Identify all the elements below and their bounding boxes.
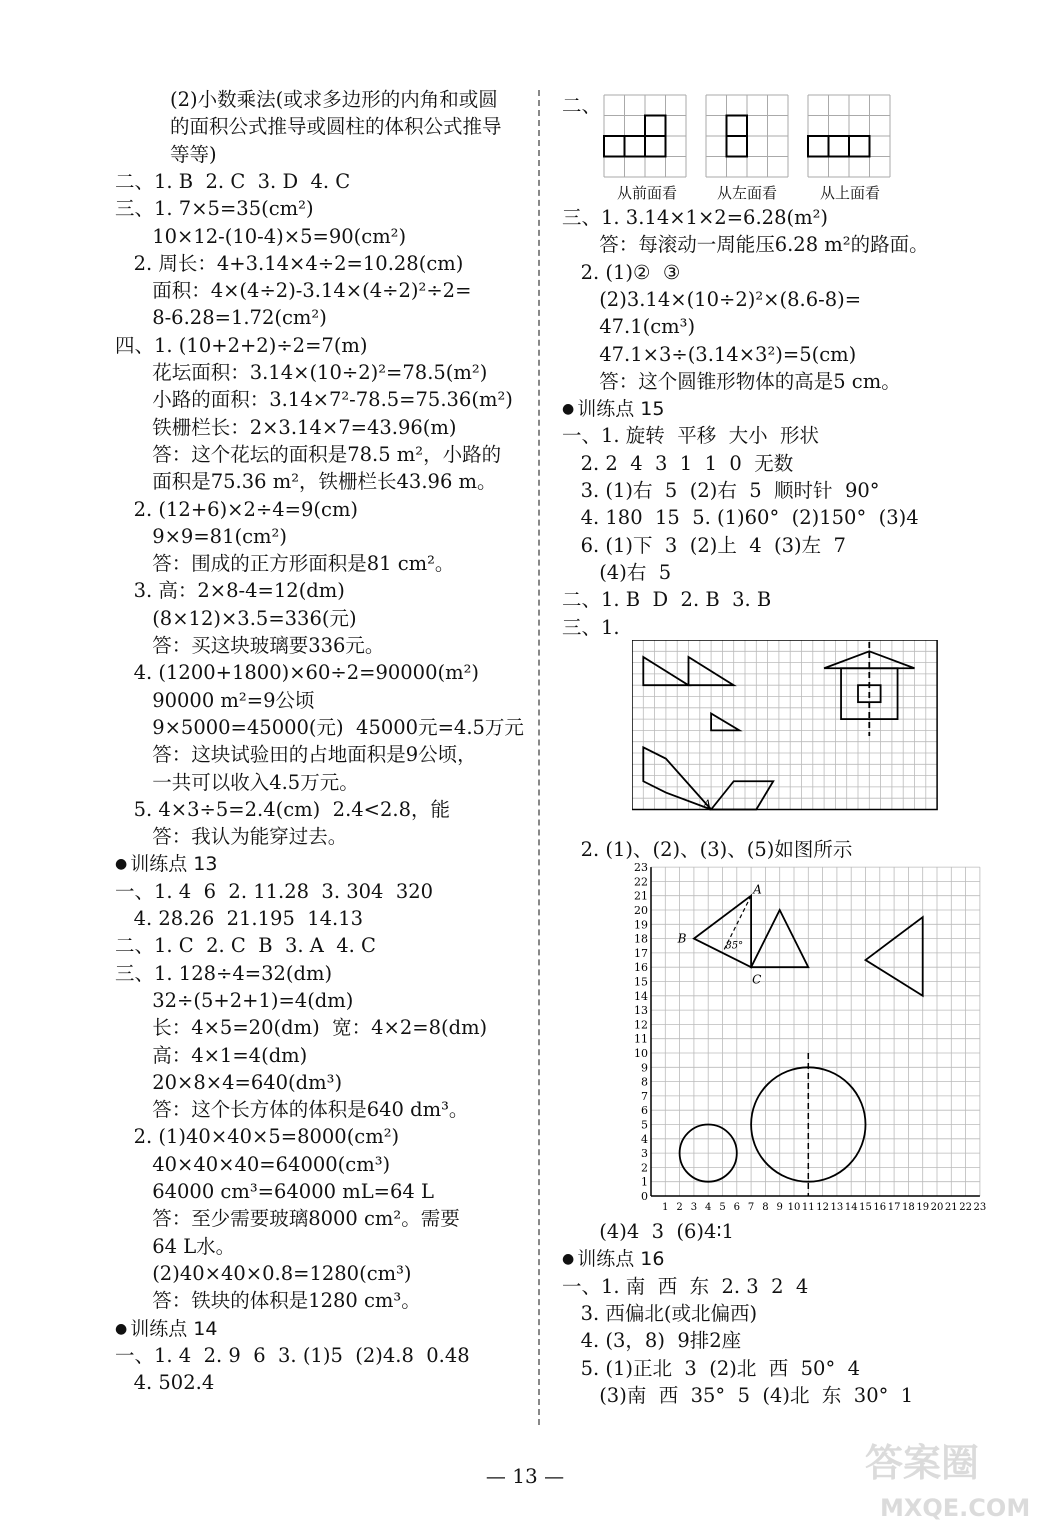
answer-line: 答：铁块的体积是1280 cm³。 xyxy=(115,1289,421,1313)
view-cell xyxy=(645,116,666,137)
answer-line: 二、1. C 2. C B 3. A 4. C xyxy=(115,934,376,958)
view-cell xyxy=(604,136,625,157)
answer-line: (4)右 5 xyxy=(562,560,672,584)
watermark-logo xyxy=(850,1428,1030,1528)
answer-line: 47.1(cm³) xyxy=(562,315,696,339)
point-label-a: A xyxy=(753,882,762,897)
angle-label: 85° xyxy=(725,940,744,952)
x-tick-label: 20 xyxy=(930,1202,944,1213)
answer-line: 64 L水。 xyxy=(115,1234,236,1258)
page-number: — 13 — xyxy=(485,1464,565,1488)
x-tick-label: 10 xyxy=(787,1202,801,1213)
answer-line: 答：这块试验田的占地面积是9公顷， xyxy=(115,743,477,767)
answer-line: 2. 周长：4+3.14×4÷2=10.28(cm) xyxy=(115,251,464,275)
answer-line: 9×9=81(cm²) xyxy=(115,524,287,548)
answer-line: 的面积公式推导或圆柱的体积公式推导 xyxy=(170,115,502,139)
answer-line: 一、1. 旋转 平移 大小 形状 xyxy=(562,424,819,448)
x-tick-label: 21 xyxy=(944,1202,958,1213)
answer-line: 9×5000=45000(元) 45000元=4.5万元 xyxy=(115,715,524,739)
answer-line: 一、1. 南 西 东 2. 3 2 4 xyxy=(562,1274,809,1298)
svg-text:MXQE.COM: MXQE.COM xyxy=(880,1494,1030,1522)
y-tick-label: 20 xyxy=(634,904,648,917)
answer-line: 答：每滚动一周能压6.28 m²的路面。 xyxy=(562,233,929,257)
grid-border xyxy=(632,640,937,810)
answer-line: 2. 2 4 3 1 1 0 无数 xyxy=(562,451,794,475)
x-tick-label: 5 xyxy=(719,1202,726,1213)
section-two-label: 二、 xyxy=(562,94,602,117)
x-tick-label: 15 xyxy=(859,1202,872,1213)
answer-line: 二、1. B 2. C 3. D 4. C xyxy=(115,169,351,193)
answer-line: 面积：4×(4÷2)-3.14×(4÷2)²÷2= xyxy=(115,279,472,303)
x-tick-label: 4 xyxy=(705,1202,712,1213)
answer-line: 4. 180 15 5. (1)60° (2)150° (3)4 xyxy=(562,506,919,530)
answer-line: 等等) xyxy=(170,142,217,166)
section-heading: ● 训练点 14 xyxy=(115,1315,217,1345)
svg-text:答案圈: 答案圈 xyxy=(865,1441,980,1485)
y-tick-label: 21 xyxy=(634,889,648,903)
answer-line: 8-6.28=1.72(cm²) xyxy=(115,306,327,330)
section-heading: ● 训练点 15 xyxy=(562,395,664,425)
y-tick-label: 16 xyxy=(634,961,648,975)
y-tick-label: 9 xyxy=(641,1061,648,1075)
answer-line: 花坛面积：3.14×(10÷2)²=78.5(m²) xyxy=(115,361,488,384)
answer-line: 10×12-(10-4)×5=90(cm²) xyxy=(115,224,407,248)
y-tick-label: 15 xyxy=(634,975,648,989)
x-tick-label: 18 xyxy=(902,1202,915,1213)
x-tick-label: 17 xyxy=(887,1202,901,1213)
answer-line: 64000 cm³=64000 mL=64 L xyxy=(115,1180,434,1203)
x-tick-label: 2 xyxy=(676,1202,683,1213)
y-tick-label: 22 xyxy=(634,875,648,889)
answer-line: 四、1. (10+2+2)÷2=7(m) xyxy=(115,333,368,357)
answer-line: 5. (1)正北 3 (2)北 西 50° 4 xyxy=(562,1356,861,1380)
left-view-label: 从左面看 xyxy=(717,184,778,202)
answer-line: 一、1. 4 2. 9 6 3. (1)5 (2)4.8 0.48 xyxy=(115,1343,470,1367)
answer-line: 三、1. 128÷4=32(dm) xyxy=(115,961,333,985)
transformation-grid-figure xyxy=(632,640,944,820)
front-view-label: 从前面看 xyxy=(617,184,678,202)
answer-line: 2. (1)、(2)、(3)、(5)如图所示 xyxy=(562,838,853,861)
point-label-c: C xyxy=(752,972,762,987)
answer-line: 90000 m²=9公顷 xyxy=(115,688,315,712)
answer-line: 32÷(5+2+1)=4(dm) xyxy=(115,988,354,1012)
answer-line: 3. 西偏北(或北偏西) xyxy=(562,1301,758,1325)
answer-line: 二、1. B D 2. B 3. B xyxy=(562,588,772,612)
answer-line: 小路的面积：3.14×7²-78.5=75.36(m²) xyxy=(115,388,513,412)
view-cell xyxy=(625,136,646,157)
view-grid xyxy=(808,95,890,177)
y-tick-label: 6 xyxy=(641,1104,648,1118)
x-tick-label: 19 xyxy=(916,1202,930,1213)
x-tick-label: 9 xyxy=(776,1202,783,1213)
answer-line: 长：4×5=20(dm) 宽：4×2=8(dm) xyxy=(115,1016,488,1040)
answer-line: (3)南 西 35° 5 (4)北 东 30° 1 xyxy=(562,1383,914,1407)
x-tick-label: 14 xyxy=(844,1202,858,1213)
answer-line: 答：这个圆锥形物体的高是5 cm。 xyxy=(562,369,901,393)
x-tick-label: 7 xyxy=(747,1202,755,1213)
answer-line: 答：买这块玻璃要336元。 xyxy=(115,634,385,657)
answer-line: (2)小数乘法(或求多边形的内角和或圆 xyxy=(170,88,498,111)
y-tick-label: 14 xyxy=(634,989,648,1003)
answer-line: 答：这个花坛的面积是78.5 m²，小路的 xyxy=(115,442,502,466)
view-cell xyxy=(829,136,850,157)
y-tick-label: 3 xyxy=(641,1147,648,1161)
answer-line: 一、1. 4 6 2. 11.28 3. 304 320 xyxy=(115,879,434,903)
answer-line: 3. 高：2×8-4=12(dm) xyxy=(115,579,345,603)
x-tick-label: 12 xyxy=(816,1202,829,1213)
y-tick-label: 18 xyxy=(634,932,648,946)
y-tick-label: 8 xyxy=(641,1075,648,1089)
y-tick-label: 5 xyxy=(641,1118,648,1132)
top-view-label: 从上面看 xyxy=(820,184,881,202)
y-tick-label: 11 xyxy=(634,1032,648,1046)
x-tick-label: 16 xyxy=(873,1202,887,1213)
view-grid xyxy=(706,95,788,177)
point-label-b: B xyxy=(677,931,687,946)
view-cell xyxy=(727,116,748,137)
x-tick-label: 11 xyxy=(801,1202,815,1213)
answer-line: (8×12)×3.5=336(元) xyxy=(115,606,357,630)
column-divider xyxy=(538,90,540,1425)
x-tick-label: 1 xyxy=(662,1202,669,1213)
answer-line: 47.1×3÷(3.14×3²)=5(cm) xyxy=(562,342,857,366)
y-tick-label: 0 xyxy=(641,1190,648,1203)
view-grid xyxy=(604,95,686,177)
answer-line: 三、1. xyxy=(562,615,620,639)
answer-line: 面积是75.36 m²，铁栅栏长43.96 m。 xyxy=(115,470,497,494)
y-tick-label: 13 xyxy=(634,1004,648,1018)
view-cell xyxy=(849,136,870,157)
answer-line: 答：我认为能穿过去。 xyxy=(115,825,348,849)
y-tick-label: 12 xyxy=(634,1018,648,1032)
answer-line: 三、1. 3.14×1×2=6.28(m²) xyxy=(562,206,828,229)
answer-line: 4. 502.4 xyxy=(115,1371,215,1395)
answer-line: 6. (1)下 3 (2)上 4 (3)左 7 xyxy=(562,533,846,557)
answer-line: 铁栅栏长：2×3.14×7=43.96(m) xyxy=(115,415,457,439)
section-heading: ● 训练点 16 xyxy=(562,1245,664,1275)
answer-line: (2)40×40×0.8=1280(cm³) xyxy=(115,1261,412,1285)
answer-line: 三、1. 7×5=35(cm²) xyxy=(115,197,314,221)
view-cell xyxy=(727,136,748,157)
answer-line: 5. 4×3÷5=2.4(cm) 2.4<2.8，能 xyxy=(115,797,451,821)
answer-line: 40×40×40=64000(cm³) xyxy=(115,1152,391,1176)
y-tick-label: 23 xyxy=(634,861,648,875)
view-cell xyxy=(808,136,829,157)
answer-line: (4)4 3 (6)4∶1 xyxy=(562,1220,734,1243)
y-tick-label: 17 xyxy=(634,946,648,960)
triangle-scaled xyxy=(711,713,739,730)
coordinate-grid-figure xyxy=(620,858,995,1218)
view-cell xyxy=(645,136,666,157)
answer-line: (2)3.14×(10÷2)²×(8.6-8)= xyxy=(562,287,862,311)
y-tick-label: 19 xyxy=(634,918,648,932)
answer-line: 4. 28.26 21.195 14.13 xyxy=(115,907,364,930)
answer-line: 4. (1200+1800)×60÷2=90000(m²) xyxy=(115,661,479,685)
y-tick-label: 10 xyxy=(634,1047,648,1060)
x-tick-label: 13 xyxy=(830,1202,844,1213)
answer-line: 答：至少需要玻璃8000 cm²。需要 xyxy=(115,1207,460,1231)
y-tick-label: 1 xyxy=(641,1175,648,1189)
three-views-figure xyxy=(562,90,1002,205)
answer-line: 答：围成的正方形面积是81 cm²。 xyxy=(115,552,455,576)
parallelogram-rotated xyxy=(711,781,773,809)
answer-line: 2. (1)40×40×5=8000(cm²) xyxy=(115,1125,400,1149)
section-heading: ● 训练点 13 xyxy=(115,850,217,880)
point-label-a: A xyxy=(703,797,712,811)
y-tick-label: 2 xyxy=(641,1161,648,1175)
answer-line: 3. (1)右 5 (2)右 5 顺时针 90° xyxy=(562,479,880,502)
answer-line: 答：这个长方体的体积是640 dm³。 xyxy=(115,1098,469,1122)
answer-line: 高：4×1=4(dm) xyxy=(115,1043,308,1067)
answer-line: 4. (3，8) 9排2座 xyxy=(562,1329,742,1353)
answer-line: 2. (1)② ③ xyxy=(562,260,681,284)
x-tick-label: 8 xyxy=(762,1202,769,1213)
x-tick-label: 22 xyxy=(959,1202,972,1213)
x-tick-label: 3 xyxy=(690,1202,698,1213)
x-tick-label: 6 xyxy=(733,1202,740,1213)
x-tick-label: 23 xyxy=(973,1202,987,1213)
answer-line: 2. (12+6)×2÷4=9(cm) xyxy=(115,497,359,521)
y-tick-label: 4 xyxy=(641,1132,648,1146)
answer-line: 20×8×4=640(dm³) xyxy=(115,1070,343,1094)
y-tick-label: 7 xyxy=(641,1089,648,1103)
answer-line: 一共可以收入4.5万元。 xyxy=(115,770,359,794)
